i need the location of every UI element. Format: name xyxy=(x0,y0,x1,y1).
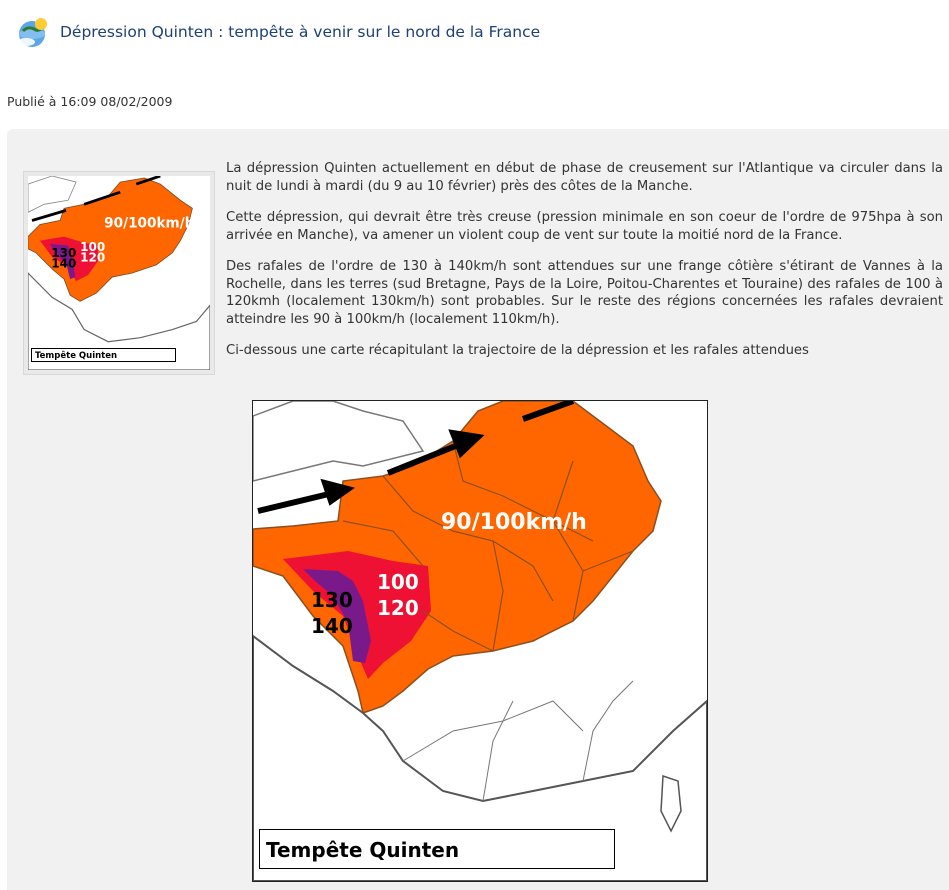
svg-text:130: 130 xyxy=(51,245,77,260)
svg-text:90/100km/h: 90/100km/h xyxy=(104,215,195,232)
weather-globe-icon xyxy=(12,14,56,50)
article-title[interactable]: Dépression Quinten : tempête à venir sur le nord de la France xyxy=(60,23,541,41)
zone-purple-label-1: 130 xyxy=(311,588,353,612)
zone-purple-label-2: 140 xyxy=(311,614,353,638)
article-paragraph: Ci-dessous une carte récapitulant la trajectoire de la dépression et les rafales attendues xyxy=(226,343,809,358)
zone-red-label-1: 100 xyxy=(377,570,419,594)
article-header xyxy=(12,12,540,52)
article-paragraph: Des rafales de l'ordre de 130 à 140km/h sont attendues sur une frange côtière s'étirant de Vannes à la Rochelle, dans les terres (sud Bretagne, Pays de la Loire, Poitou-Charentes et Touraine) des rafales de 100 à 120kmh (localement 130km/h) sont probables. Sur le reste des régions concernées les rafales devraient atteindre les 90 à 100km/h (localement 110km/h). xyxy=(226,259,943,327)
zone-orange-label: 90/100km/h xyxy=(441,510,587,535)
svg-text:100: 100 xyxy=(80,239,106,254)
storm-map-caption: Tempête Quinten xyxy=(259,829,615,869)
article-paragraph: Cette dépression, qui devrait être très creuse (pression minimale en son coeur de l'ordre de 975hpa à son arrivée en Manche), va amener un violent coup de vent sur toute la moitié nord de la France. xyxy=(226,210,943,243)
article-paragraph: La dépression Quinten actuellement en début de phase de creusement sur l'Atlantique va circuler dans la nuit de lundi à mardi (du 9 au 10 février) près des côtes de la Manche. xyxy=(226,161,943,194)
zone-red-label-2: 120 xyxy=(377,596,419,620)
thumbnail-map-image xyxy=(28,176,210,370)
thumbnail-map-caption: Tempête Quinten xyxy=(31,348,176,362)
article-body xyxy=(226,160,943,374)
thumbnail-map-graphic xyxy=(28,176,210,370)
publish-date: Publié à 16:09 08/02/2009 xyxy=(7,94,173,109)
thumbnail-map[interactable] xyxy=(23,171,215,375)
svg-text:120: 120 xyxy=(80,250,106,265)
storm-map-graphic xyxy=(253,401,707,881)
svg-text:140: 140 xyxy=(51,256,77,271)
storm-map xyxy=(252,400,708,882)
